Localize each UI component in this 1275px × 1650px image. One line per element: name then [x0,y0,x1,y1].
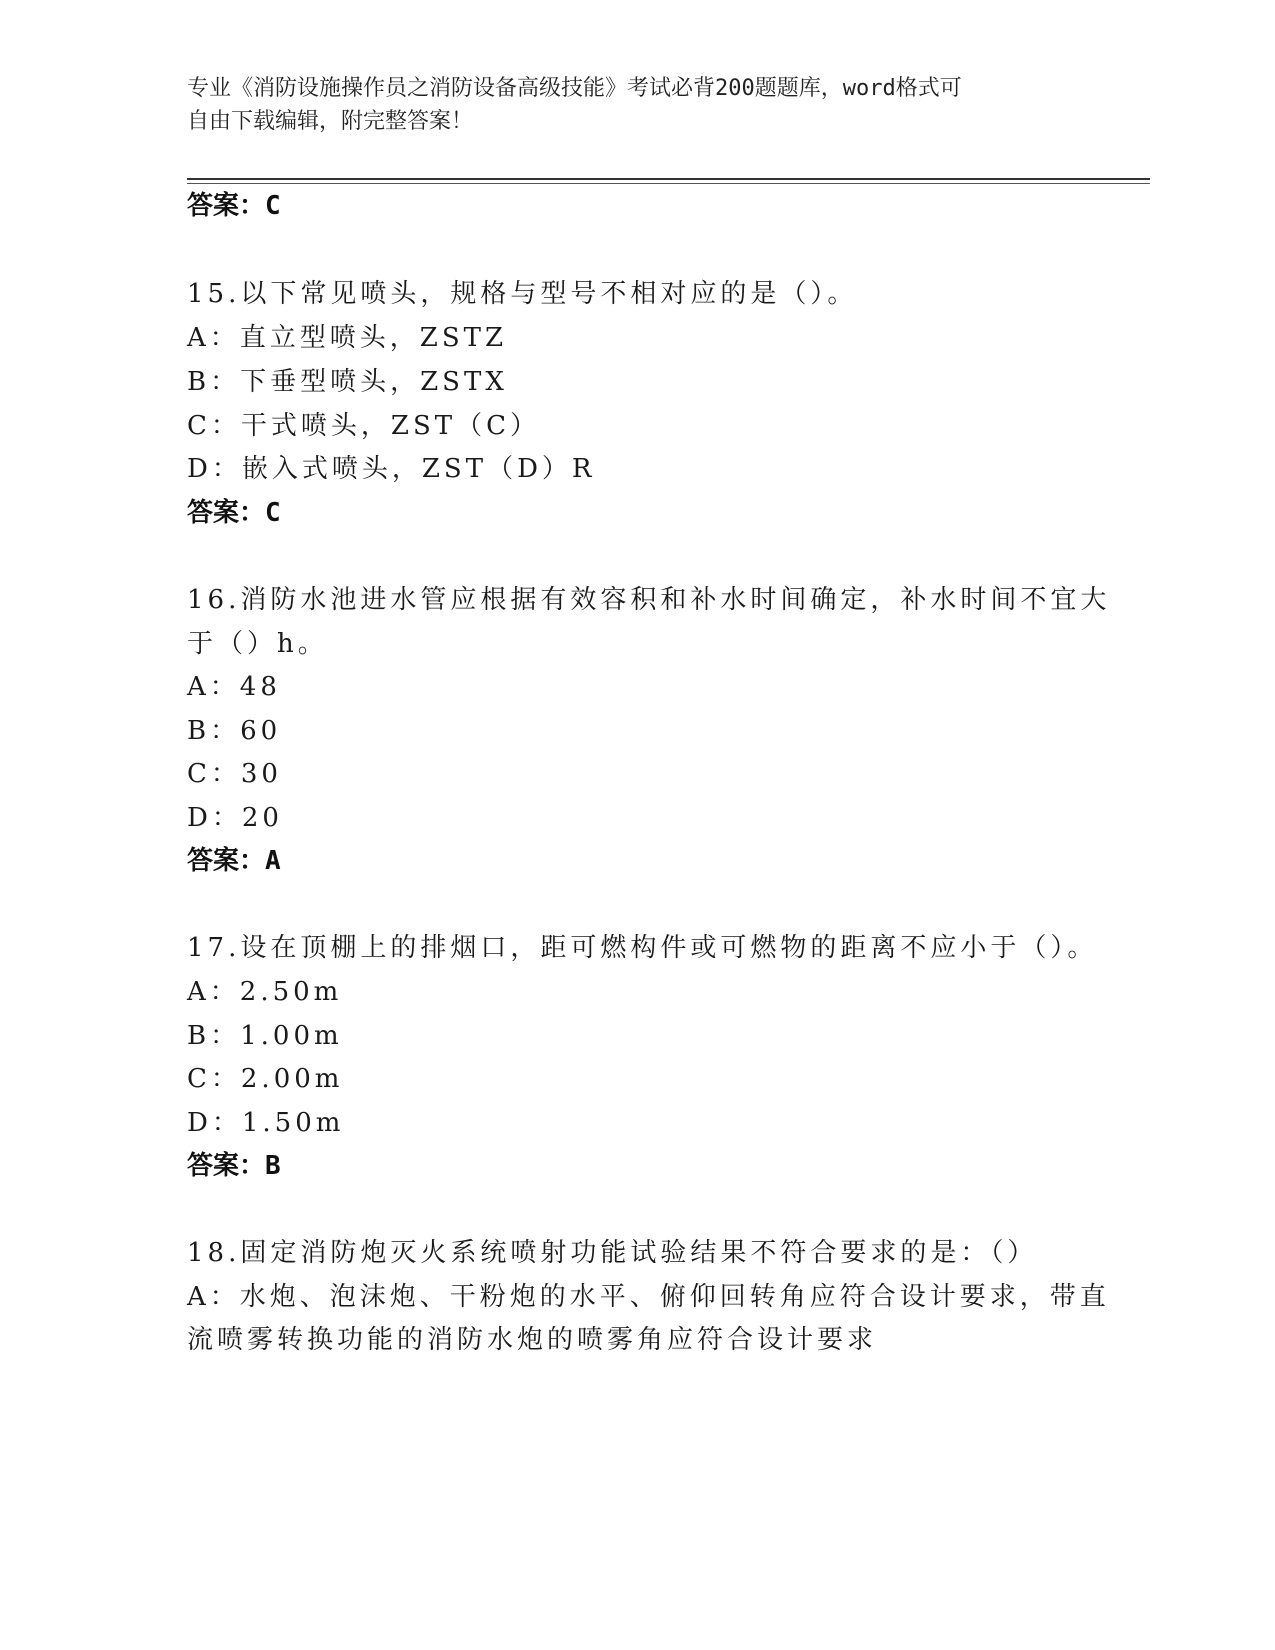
question-17-option-a: A：2.50m [187,977,343,1007]
question-18-stem: 18.固定消防炮灭火系统喷射功能试验结果不符合要求的是：（） [187,1238,1038,1268]
header-line-1: 专业《消防设施操作员之消防设备高级技能》考试必背200题题库，word格式可 [187,76,962,101]
question-15-option-a: A：直立型喷头，ZSTZ [187,323,508,353]
question-18-option-a-line-1: A：水炮、泡沫炮、干粉炮的水平、俯仰回转角应符合设计要求，带直 [187,1282,1110,1312]
question-17-answer: 答案：B [187,1151,281,1181]
question-17-option-b: B：1.00m [187,1021,343,1051]
question-15-stem: 15.以下常见喷头，规格与型号不相对应的是（）。 [187,279,858,309]
header-line-2: 自由下载编辑，附完整答案！ [187,109,474,134]
question-17-stem: 17.设在顶棚上的排烟口，距可燃构件或可燃物的距离不应小于（）。 [187,933,1098,963]
question-15-option-c: C：干式喷头，ZST（C） [187,411,541,441]
question-15-answer: 答案：C [187,498,281,528]
header-rule-thick [187,178,1150,180]
header-rule-thin [187,183,1150,184]
question-16-answer: 答案：A [187,846,281,876]
document-header [187,72,1087,138]
question-16-option-b: B：60 [187,716,282,746]
answer-previous: 答案：C [187,191,281,221]
question-16-stem-line-2: 于（）h。 [187,629,328,659]
question-15-option-d: D：嵌入式喷头，ZST（D）R [187,454,596,484]
question-16-stem-line-1: 16.消防水池进水管应根据有效容积和补水时间确定，补水时间不宜大 [187,585,1111,615]
question-17-option-c: C：2.00m [187,1064,344,1094]
question-16-option-d: D：20 [187,803,283,833]
question-16-option-c: C：30 [187,759,282,789]
question-18-option-a-line-2: 流喷雾转换功能的消防水炮的喷雾角应符合设计要求 [187,1325,878,1355]
question-16-option-a: A：48 [187,672,281,702]
question-17-option-d: D：1.50m [187,1108,345,1138]
question-15-option-b: B：下垂型喷头，ZSTX [187,367,508,397]
